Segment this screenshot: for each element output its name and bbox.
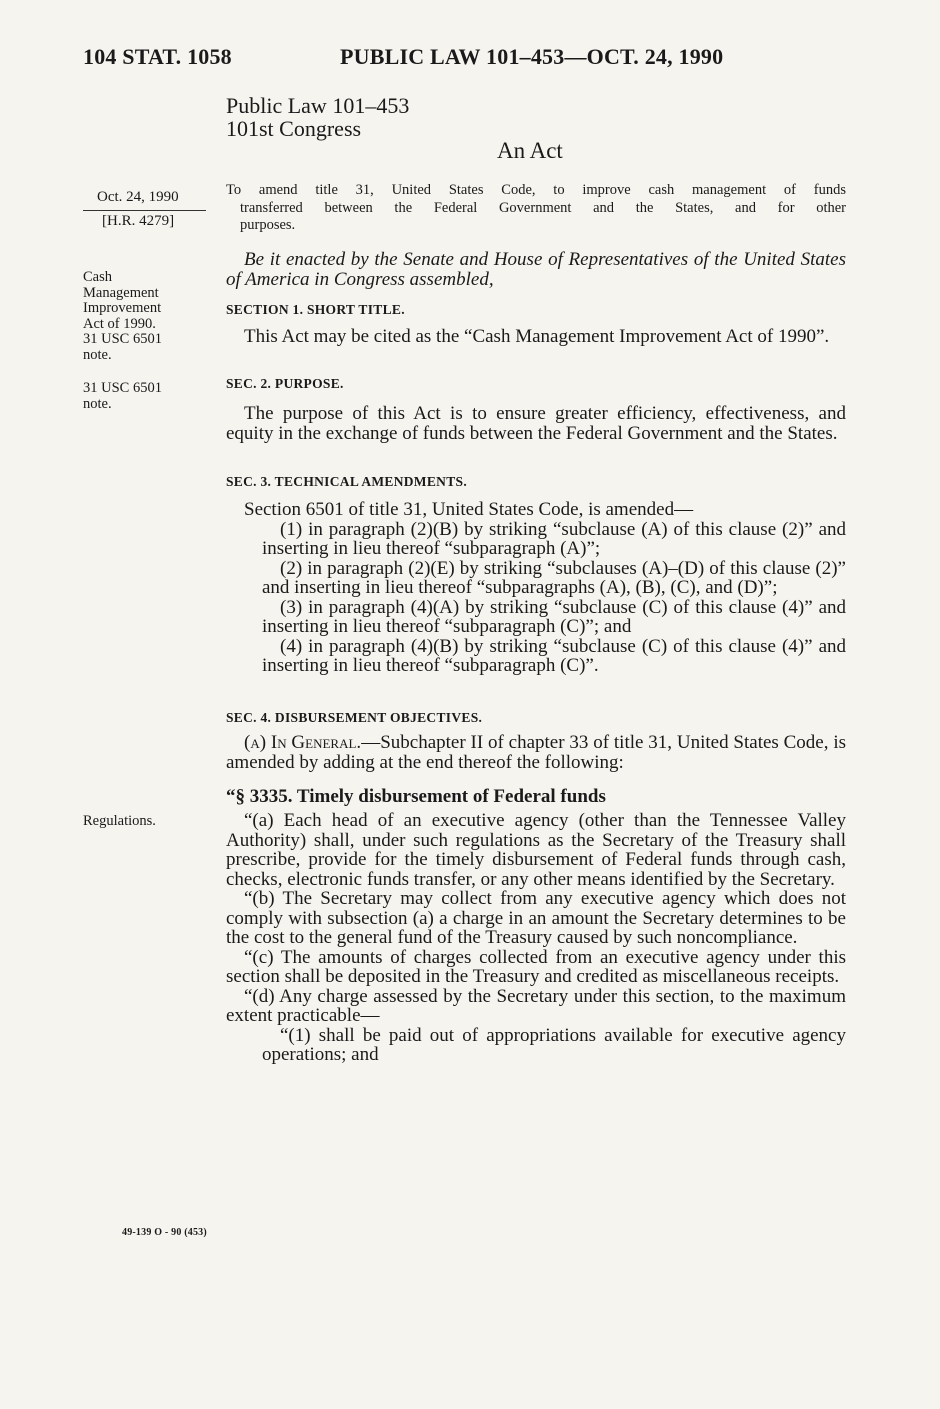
section-1-text: This Act may be cited as the “Cash Management Improvement Act of 1990”. (244, 326, 830, 347)
section-4-heading: SEC. 4. DISBURSEMENT OBJECTIVES. (226, 710, 483, 725)
margin-note-purpose (83, 381, 203, 412)
margin-note-short-title (83, 270, 203, 364)
margin-note-line: 31 USC 6501 (83, 380, 162, 396)
purpose-line: purposes. (240, 217, 296, 233)
purpose-line: To amend title 31, United States Code, to improve cash management of funds (226, 182, 846, 198)
section-3-heading: SEC. 3. TECHNICAL AMENDMENTS. (226, 474, 467, 489)
public-law-header: PUBLIC LAW 101–453—OCT. 24, 1990 (340, 44, 724, 69)
margin-note-line: Improvement (83, 300, 162, 317)
subsection-a-body: —Subchapter II of chapter 33 of title 31, United States Code, is amended by adding at the end thereof the following: (226, 732, 846, 773)
section-3335-para-a: “(a) Each head of an executive agency (other than the Tennessee Valley Authority) shall, under such regulations as the Secretary of the Treasury shall prescribe, provide for the timely disbursement of Federal funds through cash, checks, electronic funds transfer, or any other means identified by the Secretary. (226, 810, 846, 890)
section-3335-para-c: “(c) The amounts of charges collected from an executive agency under this section shall be deposited in the Treasury and credited as miscellaneous receipts. (226, 946, 846, 987)
margin-note-line: Act of 1990. (83, 315, 156, 332)
enacting-text: Be it enacted by the Senate and House of Representatives of the United States of America in Congress assembled, (226, 249, 846, 290)
subsection-a-text (226, 733, 846, 772)
section-3-item: (4) in paragraph (4)(B) by striking “subclause (C) of this clause (4)” and inserting in lieu thereof “subparagraph (C)”. (262, 635, 846, 676)
section-1-heading: SECTION 1. SHORT TITLE. (226, 302, 405, 317)
section-3335-para-d: “(d) Any charge assessed by the Secretary under this section, to the maximum extent practicable— (226, 985, 846, 1026)
section-3-item: (2) in paragraph (2)(E) by striking “subclauses (A)–(D) of this clause (2)” and inserting in lieu thereof “subparagraphs (A), (B), (C), and (D)”; (262, 557, 846, 598)
act-title: An Act (497, 138, 563, 163)
margin-note-line: 31 USC 6501 (83, 331, 162, 348)
margin-date: Oct. 24, 1990 (97, 189, 179, 205)
margin-note-regulations: Regulations. (83, 813, 156, 829)
section-1-body (226, 327, 846, 347)
section-3335-para-b: “(b) The Secretary may collect from any executive agency which does not comply with subsection (a) a charge in an amount the Secretary determines to be the cost to the general fund of the Treasury caused by such noncompliance. (226, 888, 846, 948)
section-4-subsection-a (226, 733, 846, 772)
margin-note-line: note. (83, 395, 112, 412)
section-3335-body (226, 811, 846, 1065)
margin-divider (83, 210, 206, 211)
section-3335-para-d1: “(1) shall be paid out of appropriations available for executive agency operations; and (262, 1024, 846, 1065)
section-2-text: The purpose of this Act is to ensure greater efficiency, effectiveness, and equity in the exchange of funds between the Federal Government and the States. (226, 403, 846, 444)
purpose-line: transferred between the Federal Government and the States, and for other (240, 199, 846, 216)
print-code-footer: 49-139 O - 90 (453) (122, 1227, 207, 1238)
section-3-intro: Section 6501 of title 31, United States Code, is amended— (244, 499, 694, 520)
law-number-title: Public Law 101–453 (226, 93, 410, 118)
section-3335-title: “§ 3335. Timely disbursement of Federal funds (226, 786, 606, 807)
margin-note-line: Cash (83, 269, 112, 285)
section-3-item: (3) in paragraph (4)(A) by striking “subclause (C) of this clause (4)” and inserting in lieu thereof “subparagraph (C)”; and (262, 596, 846, 637)
margin-note-line: Management (83, 284, 159, 301)
section-2-body (226, 404, 846, 443)
act-purpose (226, 182, 846, 235)
congress-title: 101st Congress (226, 116, 362, 141)
enacting-clause (226, 250, 846, 289)
subsection-a-label: (a) In General. (244, 732, 362, 753)
section-3-body (226, 500, 846, 676)
margin-note-line: note. (83, 346, 112, 363)
margin-bill-number: [H.R. 4279] (102, 213, 175, 229)
section-3-item: (1) in paragraph (2)(B) by striking “subclause (A) of this clause (2)” and inserting in lieu thereof “subparagraph (A)”; (262, 518, 846, 559)
page-stat-header: 104 STAT. 1058 (83, 44, 232, 69)
section-2-heading: SEC. 2. PURPOSE. (226, 376, 344, 391)
